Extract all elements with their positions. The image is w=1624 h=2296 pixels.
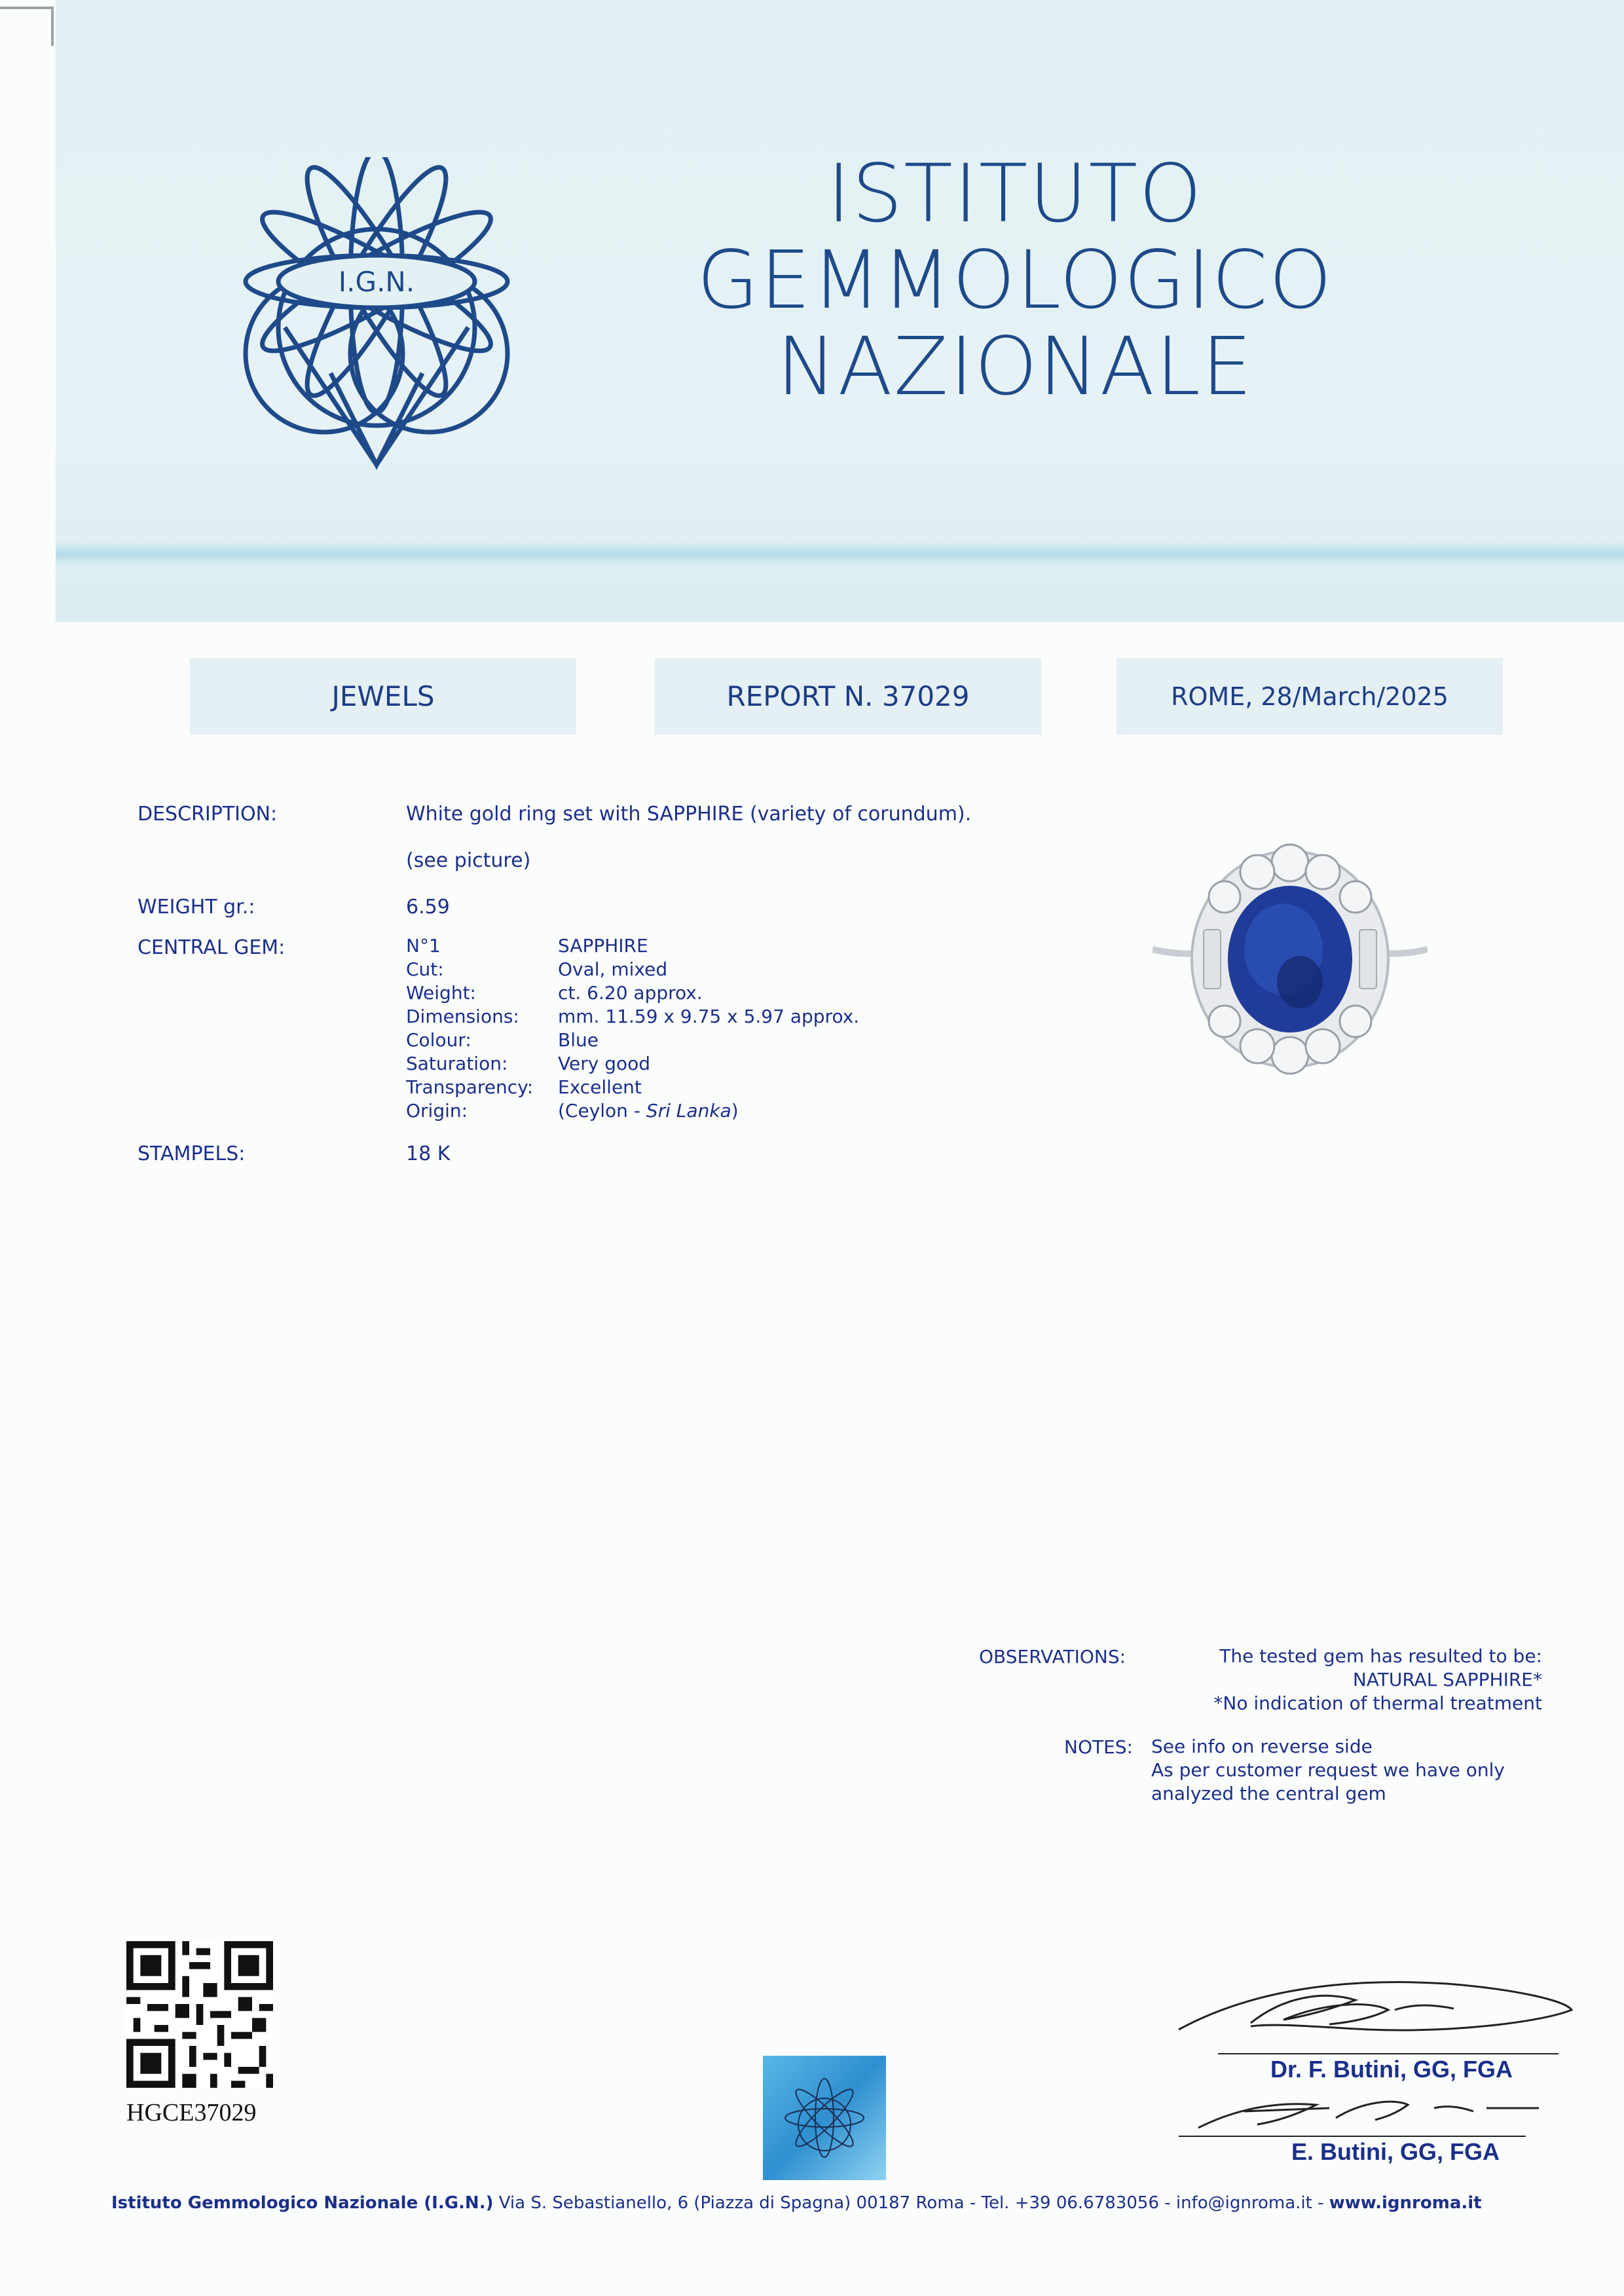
signer-name: Dr. F. Butini, GG, FGA [1270, 2056, 1513, 2083]
place-date-box: ROME, 28/March/2025 [1116, 658, 1503, 735]
report-info-bar [190, 658, 1500, 735]
footer-org: Istituto Gemmologico Nazionale (I.G.N.) [111, 2193, 494, 2213]
qr-code[interactable] [126, 1941, 273, 2088]
logo-text: I.G.N. [338, 266, 415, 298]
stampels-value: 18 K [406, 1142, 451, 1165]
crop-mark [51, 7, 54, 46]
header-divider [56, 542, 1624, 566]
observation-line: The tested gem has resulted to be: [1219, 1645, 1542, 1667]
notes-line: As per customer request we have only [1151, 1759, 1505, 1781]
weight-value: 6.59 [406, 896, 450, 919]
title-line: GEMMOLOGICO [697, 234, 1333, 327]
weight-label: WEIGHT gr.: [138, 896, 255, 919]
observation-footnote: *No indication of thermal treatment [1213, 1692, 1542, 1714]
notes-line: See info on reverse side [1151, 1736, 1373, 1757]
title-line: NAZIONALE [776, 320, 1254, 413]
see-picture-note: (see picture) [406, 849, 531, 872]
notes-text [1151, 1735, 1505, 1806]
gem-row-cut: Cut: Oval, mixed [406, 958, 668, 980]
signature-line [1218, 2053, 1559, 2054]
gem-row-dimensions: Dimensions: mm. 11.59 x 9.75 x 5.97 approx. [406, 1006, 860, 1027]
category-box: JEWELS [190, 658, 576, 735]
observations-text [1213, 1645, 1542, 1715]
description-value: White gold ring set with SAPPHIRE (variety of corundum). [406, 803, 972, 826]
central-gem-label: CENTRAL GEM: [138, 936, 286, 959]
institute-title [661, 147, 1369, 413]
gem-row-colour: Colour: Blue [406, 1029, 599, 1051]
crop-mark [0, 7, 52, 9]
central-gem-details [406, 935, 859, 1123]
signature-line [1179, 2136, 1526, 2137]
ign-logo [200, 157, 553, 471]
report-number-box: REPORT N. 37029 [655, 658, 1041, 735]
notes-label: NOTES: [1064, 1736, 1133, 1758]
signature-e-butini [1185, 2082, 1552, 2141]
gem-row-transparency: Transparency: Excellent [406, 1076, 642, 1098]
description-label: DESCRIPTION: [138, 803, 278, 826]
gem-row-weight: Weight: ct. 6.20 approx. [406, 982, 703, 1004]
title-line: ISTITUTO [826, 147, 1204, 240]
ring-photo [1153, 825, 1428, 1093]
gem-row-origin: Origin: (Ceylon - Sri Lanka) [406, 1100, 739, 1121]
notes-line: analyzed the central gem [1151, 1783, 1386, 1804]
signer-name: E. Butini, GG, FGA [1291, 2138, 1500, 2165]
footer-contact [111, 2193, 1578, 2213]
hologram-seal [763, 2056, 886, 2180]
signature-f-butini [1172, 1964, 1585, 2049]
observations-label: OBSERVATIONS: [979, 1646, 1126, 1667]
qr-code-id: HGCE37029 [126, 2099, 257, 2126]
gem-row-number: N°1 SAPPHIRE [406, 935, 648, 957]
stampels-label: STAMPELS: [138, 1142, 246, 1165]
observation-result: NATURAL SAPPHIRE* [1352, 1669, 1542, 1690]
footer-website[interactable]: www.ignroma.it [1329, 2193, 1482, 2213]
gem-row-saturation: Saturation: Very good [406, 1053, 650, 1074]
footer-details: Via S. Sebastianello, 6 (Piazza di Spagna) 00187 Roma - Tel. +39 06.6783056 - info@ignroma.it - [498, 2193, 1329, 2213]
